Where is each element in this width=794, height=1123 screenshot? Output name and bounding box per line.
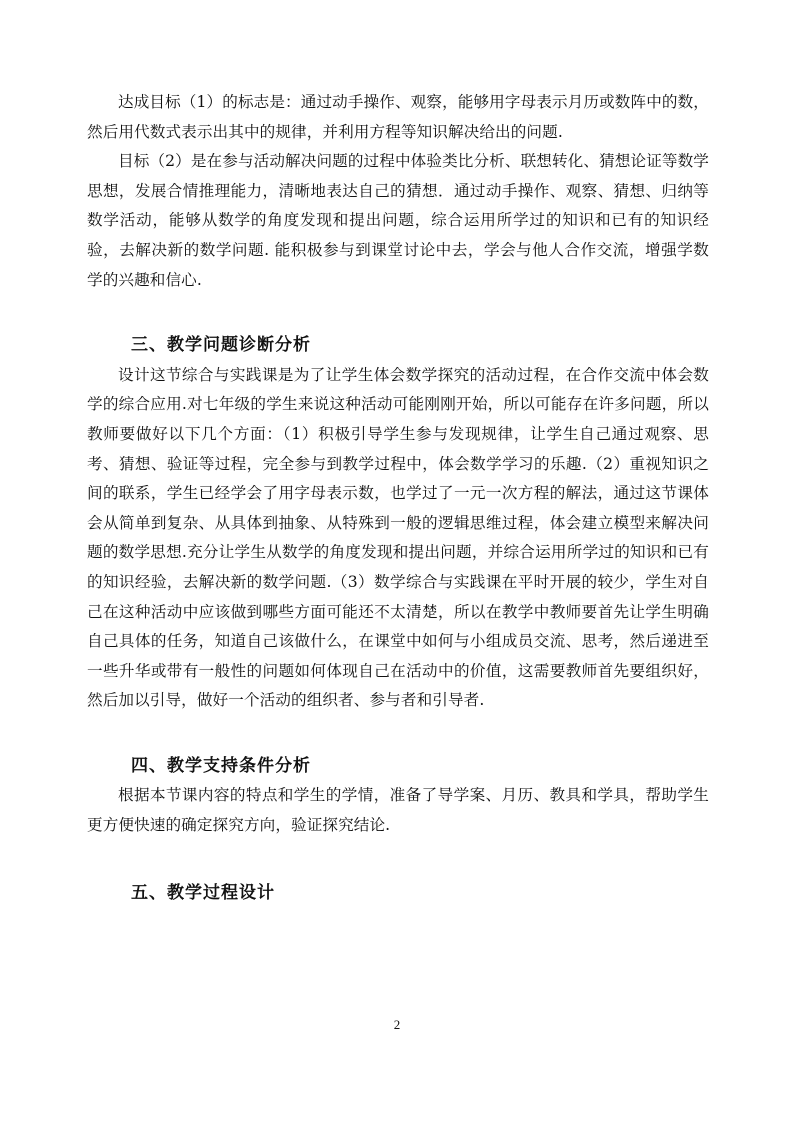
paragraph-goal-1: 达成目标（1）的标志是：通过动手操作、观察，能够用字母表示月历或数阵中的数，然后用代数式表示出其中的规律，并利用方程等知识解决给出的问题. (87, 93, 709, 141)
spacer (87, 716, 709, 752)
page-number: 2 (393, 1017, 401, 1032)
page-content (87, 88, 709, 908)
section-heading-diagnosis: 三、教学问题诊断分析 (131, 335, 311, 356)
section-heading-support: 四、教学支持条件分析 (131, 755, 311, 776)
paragraph-support: 根据本节课内容的特点和学生的学情，准备了导学案、月历、教具和学具，帮助学生更方便快速的确定探究方向，验证探究结论. (87, 786, 709, 835)
paragraph-diagnosis: 设计这节综合与实践课是为了让学生体会数学探究的活动过程，在合作交流中体会数学的综合应用.对七年级的学生来说这种活动可能刚刚开始，所以可能存在许多问题，所以教师要做好以下几个方面：（1）积极引导学生参与发现规律，让学生自己通过观察、思考、猜想、验证等过程，完全参与到教学过程中，体会数学学习的乐趣.（2）重视知识之间的联系，学生已经学会了用字母表示数，也学过了一元一次方程的解法，通过这节课体会从简单到复杂、从具体到抽象、从特殊到一般的逻辑思维过程，体会建立模型来解决问题的数学思想.充分让学生从数学的角度发现和提出问题，并综合运用所学过的知识和已有的知识经验，去解决新的数学问题.（3）数学综合与实践课在平时开展的较少，学生对自己在这种活动中应该做到哪些方面可能还不太清楚，所以在教学中教师要首先让学生明确自己具体的任务，知道自己该做什么，在课堂中如何与小组成员交流、思考，然后递进至一些升华或带有一般性的问题如何体现自己在活动中的价值，这需要教师首先要组织好，然后加以引导，做好一个活动的组织者、参与者和引导者. (87, 365, 709, 710)
section-heading-process: 五、教学过程设计 (131, 882, 275, 903)
spacer (87, 295, 709, 331)
paragraph-goal-2: 目标（2）是在参与活动解决问题的过程中体验类比分析、联想转化、猜想论证等数学思想，发展合情推理能力，清晰地表达自己的猜想．通过动手操作、观察、猜想、归纳等数学活动，能够从数学的角度发现和提出问题，综合运用所学过的知识和已有的知识经验，去解决新的数学问题. 能积极参与到课堂讨论中去，学会与他人合作交流，增强学数学的兴趣和信心. (87, 152, 709, 289)
spacer (87, 841, 709, 879)
